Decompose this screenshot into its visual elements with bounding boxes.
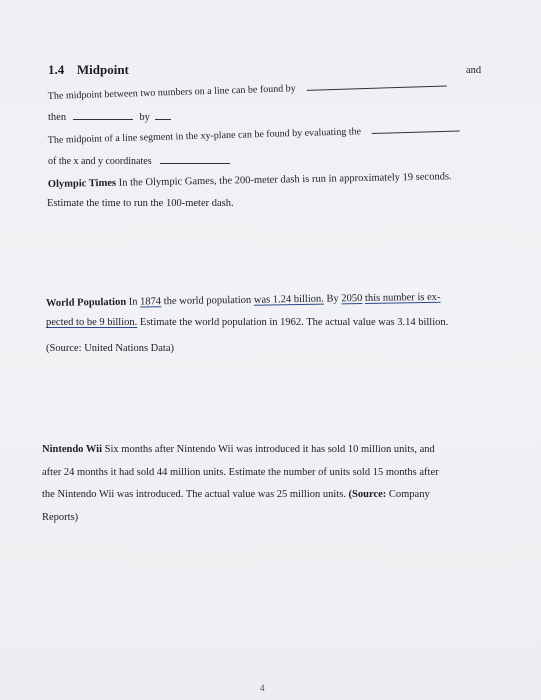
midpoint-plane-text: The midpoint of a line segment in the xy-plane can be found by evaluating the [47, 126, 362, 146]
population-problem-line1 [46, 293, 441, 310]
page-number: 4 [260, 683, 265, 693]
coordinates-line [48, 157, 230, 167]
wii-source-label: (Source: [348, 489, 387, 500]
section-title: Midpoint [76, 62, 129, 77]
then-line [48, 113, 171, 124]
population-in-word: In [128, 296, 138, 308]
answer-blank-5[interactable] [160, 163, 230, 164]
population-source: (Source: United Nations Data) [46, 343, 175, 354]
olympic-problem-line1 [48, 172, 452, 190]
population-problem-line2 [46, 318, 448, 329]
and-word: and [466, 65, 482, 76]
population-2050-value: pected to be 9 billion. [46, 317, 138, 328]
wii-text1: Six months after Nintendo Wii was introduced it has sold 10 million units, and [104, 444, 435, 455]
year-2050: 2050 [341, 293, 363, 305]
section-heading [48, 63, 129, 78]
olympic-text1: In the Olympic Games, the 200-meter dash is run in approximately 19 seconds. [118, 171, 452, 189]
wii-source-name: Company [388, 489, 430, 500]
population-projection-phrase: this number is ex- [364, 291, 441, 304]
answer-blank-3[interactable] [155, 119, 171, 120]
population-label: World Population [45, 296, 127, 310]
olympic-label: Olympic Times [47, 177, 117, 191]
then-word: then [48, 112, 67, 123]
coordinates-text: of the x and y coordinates [48, 156, 152, 167]
answer-blank-1[interactable] [306, 85, 446, 90]
wii-problem-line3 [42, 490, 430, 501]
wii-actual-value: the Nintendo Wii was introduced. The actual value was 25 million units. [42, 489, 346, 500]
section-number: 1.4 [48, 62, 65, 77]
wii-label: Nintendo Wii [42, 444, 103, 455]
midpoint-plane-statement [48, 125, 460, 146]
wii-problem-line1 [42, 445, 435, 456]
olympic-problem-line2: Estimate the time to run the 100-meter dash. [47, 198, 234, 209]
by-word: by [139, 112, 150, 123]
population-phrase: the world population [163, 294, 252, 308]
population-question: Estimate the world population in 1962. The actual value was 3.14 billion. [139, 317, 449, 328]
population-by-word: By [326, 293, 339, 305]
midpoint-line-text: The midpoint between two numbers on a line can be found by [47, 83, 296, 102]
population-1874-value: was 1.24 billion. [253, 293, 324, 306]
wii-problem-line4: Reports) [42, 512, 79, 523]
answer-blank-4[interactable] [372, 131, 460, 134]
answer-blank-2[interactable] [73, 119, 133, 120]
year-1874: 1874 [140, 296, 162, 308]
midpoint-line-statement [48, 79, 447, 102]
wii-problem-line2: after 24 months it had sold 44 million units. Estimate the number of units sold 15 months after [42, 467, 439, 478]
